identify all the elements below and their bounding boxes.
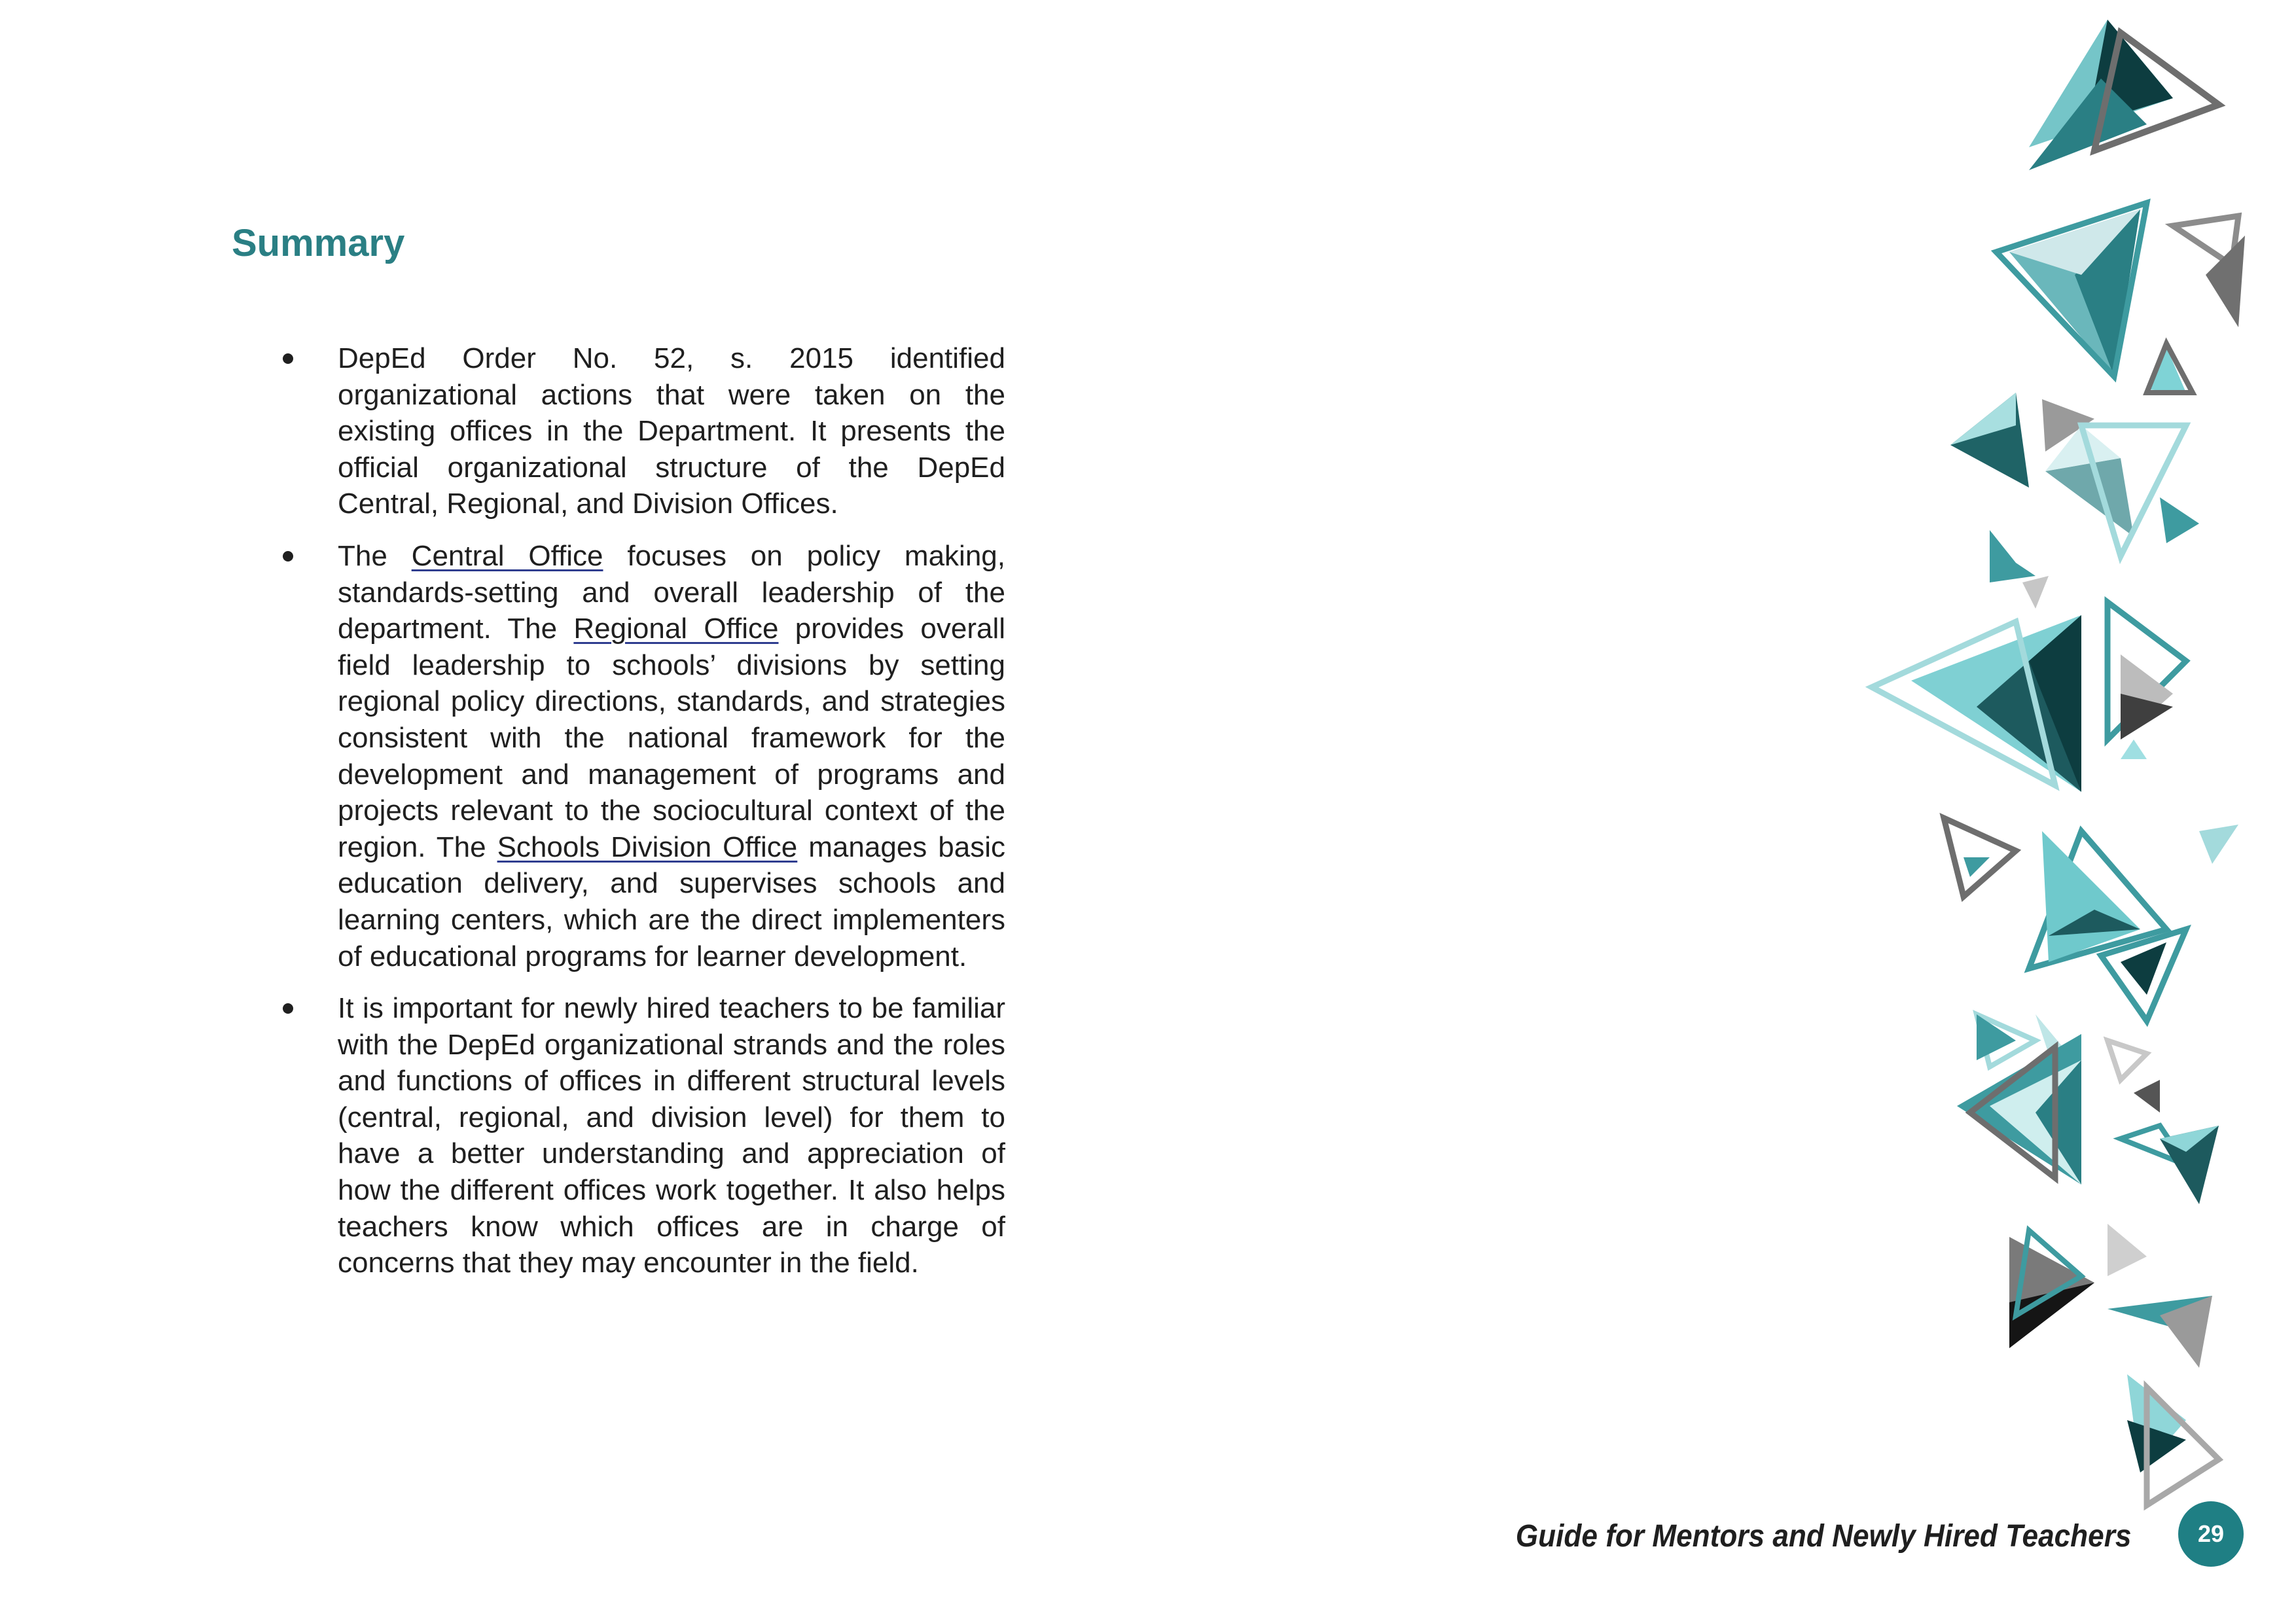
page-number-badge: 29 — [2178, 1501, 2244, 1567]
bullet-text-part: focuses on policy making, standards-setting and overall leadership of the department. The — [338, 539, 1005, 645]
schools-division-office-link[interactable]: Schools Division Office — [497, 830, 798, 863]
bullet-icon — [283, 551, 293, 562]
list-item — [223, 990, 1005, 1281]
bullet-text-part: The — [338, 539, 412, 572]
bullet-text: DepEd Order No. 52, s. 2015 identified organizational actions that were taken on the existing offices in the Department. It presents the official organizational structure of the DepEd Central, Regional, and Division Offices. — [338, 342, 1005, 520]
summary-list — [223, 340, 1005, 1297]
guide-title: Guide for Mentors and Newly Hired Teachers — [1515, 1519, 2131, 1554]
central-office-link[interactable]: Central Office — [411, 539, 603, 572]
bullet-icon — [283, 1003, 293, 1014]
bullet-text-part: provides overall field leadership to schools’ divisions by setting regional policy directions, standards, and strategies consistent with the national framework for the development and management of programs and projects relevant to the sociocultural context of the region. The — [338, 613, 1005, 863]
list-item — [223, 340, 1005, 522]
page-title: Summary — [232, 222, 405, 264]
triangle-pattern — [1820, 0, 2296, 1531]
regional-office-link[interactable]: Regional Office — [573, 613, 779, 645]
bullet-icon — [283, 353, 293, 364]
bullet-text: It is important for newly hired teachers to be familiar with the DepEd organizational strands and the roles and functions of offices in different structural levels (central, regional, and division level) for them to have a better understanding and appreciation of how the different offices work together. It also helps teachers know which offices are in charge of concerns that they may encounter in the field. — [338, 992, 1005, 1279]
bullet-text-part: manages basic education delivery, and supervises schools and learning centers, which are the direct implementers of educational programs for learner development. — [338, 830, 1006, 972]
list-item — [223, 538, 1005, 974]
